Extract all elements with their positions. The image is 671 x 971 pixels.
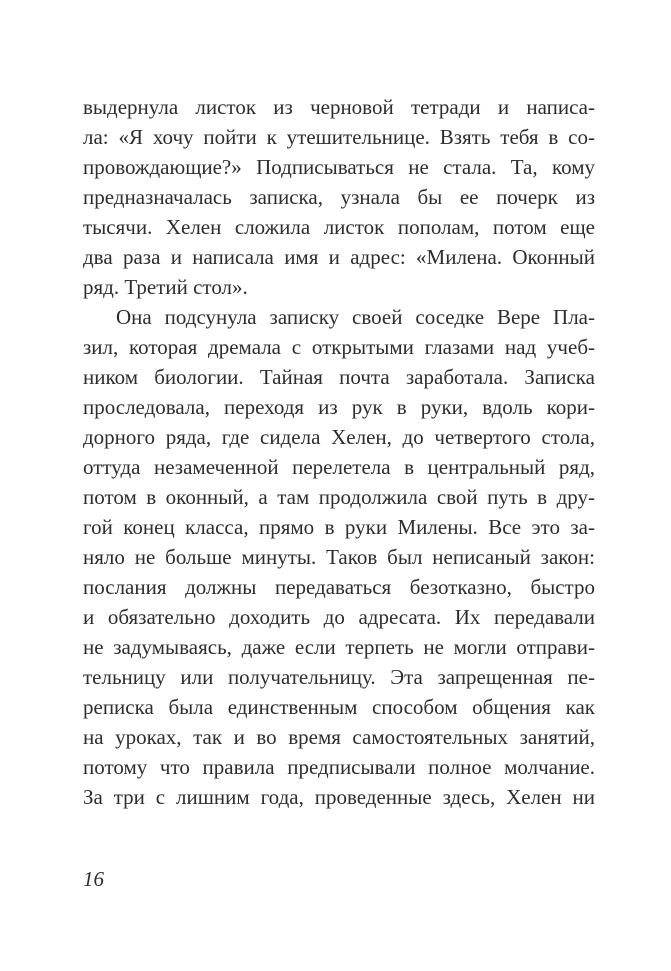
text-line: не задумываясь, даже если терпеть не могли отправи- <box>83 635 595 659</box>
page-text-block <box>83 92 595 812</box>
text-line: выдернула листок из черновой тетради и написа- <box>83 95 595 119</box>
paragraph <box>83 92 595 302</box>
text-line: оттуда незамеченной перелетела в центральный ряд, <box>83 455 595 479</box>
page-number: 16 <box>83 867 104 891</box>
text-line: ником биологии. Тайная почта заработала. Записка <box>83 365 595 389</box>
text-line: ряд. Третий стол». <box>83 275 248 299</box>
text-line: на уроках, так и во время самостоятельных занятий, <box>83 725 595 749</box>
text-line: гой конец класса, прямо в руки Милены. Все это за- <box>83 515 595 539</box>
text-line: дорного ряда, где сидела Хелен, до четвертого стола, <box>83 425 595 449</box>
text-line: предназначалась записка, узнала бы ее почерк из <box>83 185 595 209</box>
text-line: и обязательно доходить до адресата. Их передавали <box>83 605 595 629</box>
text-line: ла: «Я хочу пойти к утешительнице. Взять тебя в со- <box>83 125 595 149</box>
text-line: проследовала, переходя из рук в руки, вдоль кори- <box>83 395 595 419</box>
text-line: реписка была единственным способом общения как <box>83 695 595 719</box>
text-line: два раза и написала имя и адрес: «Милена. Оконный <box>83 245 595 269</box>
text-line: тельницу или получательницу. Эта запрещенная пе- <box>83 665 595 689</box>
text-line: няло не больше минуты. Таков был неписаный закон: <box>83 545 595 569</box>
text-line: зил, которая дремала с открытыми глазами над учеб- <box>83 335 595 359</box>
text-line: послания должны передаваться безотказно, быстро <box>83 575 595 599</box>
paragraph <box>83 302 595 812</box>
text-line: тысячи. Хелен сложила листок пополам, потом еще <box>83 215 595 239</box>
text-line: потом в оконный, а там продолжила свой путь в дру- <box>83 485 595 509</box>
text-line: провождающие?» Подписываться не стала. Та, кому <box>83 155 595 179</box>
text-line: Она подсунула записку своей соседке Вере Пла- <box>116 305 595 329</box>
text-line: потому что правила предписывали полное молчание. <box>83 755 595 779</box>
text-line: За три с лишним года, проведенные здесь, Хелен ни <box>83 785 595 809</box>
